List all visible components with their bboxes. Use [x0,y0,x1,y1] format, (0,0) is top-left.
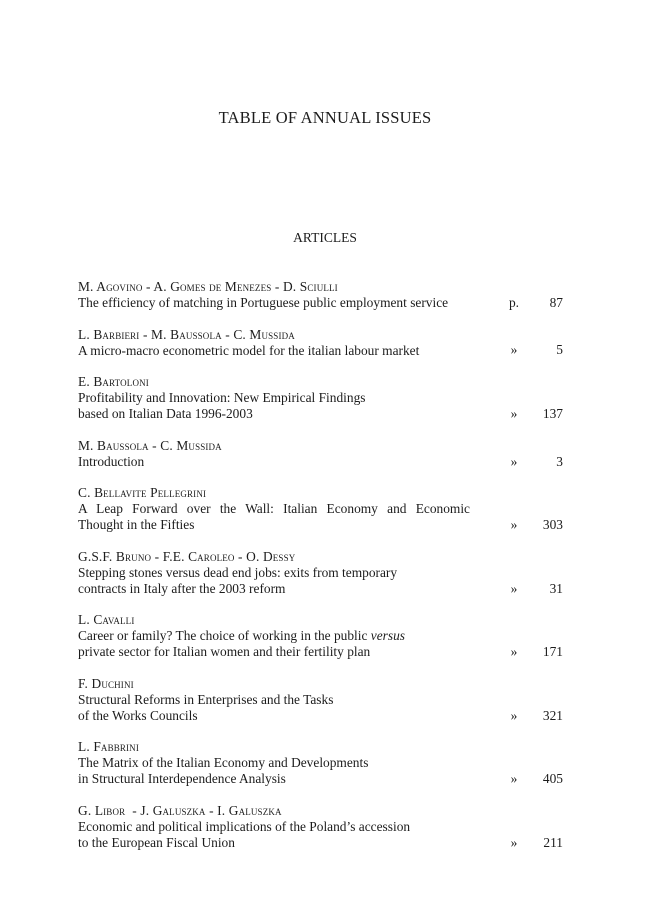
page-title: TABLE OF ANNUAL ISSUES [218,108,432,127]
page-reference [506,835,566,851]
article-title-line: Thought in the Fifties [78,517,195,533]
page-reference [506,581,566,597]
page-marker: » [510,405,518,421]
page-reference [506,517,566,533]
article-authors: G. Libor - J. Galuszka - I. Galuszka [78,802,282,818]
article-title-line: private sector for Italian women and their fertility plan [78,644,371,660]
page-marker: » [510,453,518,469]
page-reference [506,771,566,787]
article-title-line: Profitability and Innovation: New Empirical Findings [78,390,366,406]
page-reference [506,342,566,358]
page-marker: » [510,517,518,533]
article-title-line: The Matrix of the Italian Economy and Developments [78,755,369,771]
article-authors: C. Bellavite Pellegrini [78,485,207,501]
article-entry [78,374,566,422]
article-title-line: A micro-macro econometric model for the italian labour market [78,342,420,358]
article-entry [78,803,566,851]
page-marker: » [510,834,518,850]
article-authors: F. Duchini [78,675,134,691]
page-number: 87 [549,294,563,310]
article-entry [78,612,566,660]
article-title-line [78,628,470,644]
page-reference [506,454,566,470]
page-number: 31 [549,580,563,596]
page-marker: » [510,644,518,660]
article-entry [78,676,566,724]
page-number: 405 [542,771,563,787]
article-entry [78,485,566,533]
page-marker: » [510,707,518,723]
article-title-line: Introduction [78,453,145,469]
article-authors: G.S.F. Bruno - F.E. Caroleo - O. Dessy [78,548,296,564]
article-title-line: A Leap Forward over the Wall: Italian Economy and Economic [78,501,470,517]
article-authors: M. Agovino - A. Gomes de Menezes - D. Sciulli [78,279,338,294]
page-reference [506,644,566,660]
article-entry [78,327,566,359]
article-title-line: in Structural Interdependence Analysis [78,771,286,787]
article-entry [78,739,566,787]
page-number: 303 [542,517,563,533]
page-number: 171 [542,644,563,660]
article-title-line: contracts in Italy after the 2003 reform [78,580,286,596]
page-number: 211 [543,834,563,850]
article-entry [78,438,566,470]
page-marker: » [510,771,518,787]
articles-list [78,279,566,866]
article-authors: L. Barbieri - M. Baussola - C. Mussida [78,326,295,342]
article-authors: E. Bartoloni [78,374,149,390]
article-entry [78,279,566,311]
page-number: 5 [556,342,563,358]
article-authors: L. Fabbrini [78,739,139,755]
page-number: 137 [542,405,563,421]
article-authors: L. Cavalli [78,612,135,628]
article-title-emphasis: versus [370,628,405,644]
article-title-line: Economic and political implications of the Poland’s accession [78,818,411,834]
article-title-line: Structural Reforms in Enterprises and the Tasks [78,691,334,707]
article-title-line: based on Italian Data 1996-2003 [78,406,253,422]
section-title: ARTICLES [293,230,357,245]
page-reference [506,406,566,422]
article-authors: M. Baussola - C. Mussida [78,437,222,453]
page-reference [506,708,566,724]
article-entry [78,549,566,597]
article-title-text: Career or family? The choice of working in the public [78,628,371,644]
page-marker: p. [508,294,520,310]
page-number: 3 [556,453,563,469]
article-title-line: The efficiency of matching in Portuguese public employment service [78,294,449,310]
page-marker: » [510,342,518,358]
article-title-line: to the European Fiscal Union [78,834,235,850]
article-title-line: of the Works Councils [78,707,198,723]
page-reference [506,295,566,311]
article-title-line: Stepping stones versus dead end jobs: exits from temporary [78,564,398,580]
page-marker: » [510,580,518,596]
page-number: 321 [542,707,563,723]
